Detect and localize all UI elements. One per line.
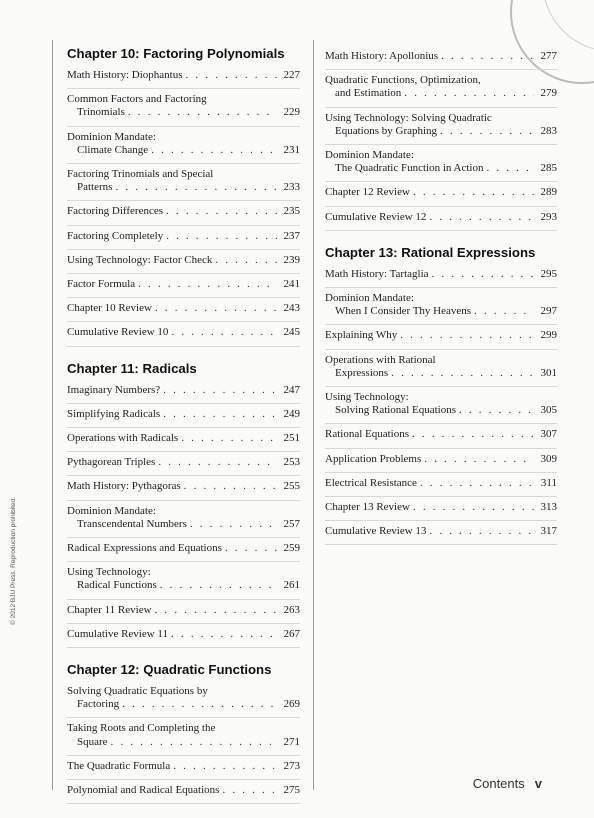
entry-page-number: 307: [540, 428, 557, 441]
entry-title: Explaining Why: [325, 329, 398, 342]
entry-title: Cumulative Review 11: [67, 627, 169, 640]
toc-entry[interactable]: [67, 538, 300, 562]
left-margin-rule: [52, 40, 53, 790]
entry-title: Using Technology: Factor Check: [67, 253, 213, 266]
toc-entry[interactable]: [67, 780, 300, 804]
toc-entry[interactable]: [325, 387, 557, 424]
entry-title: Simplifying Radicals: [67, 407, 161, 420]
dot-leader: [391, 367, 534, 380]
toc-entry[interactable]: [67, 600, 300, 624]
dot-leader: [111, 736, 277, 749]
chapter-heading: Chapter 12: Quadratic Functions: [67, 662, 272, 678]
entry-title: Factoring: [77, 698, 120, 711]
entry-page-number: 283: [540, 124, 557, 137]
entry-title: Using Technology:: [67, 566, 151, 579]
toc-entry[interactable]: [67, 501, 300, 538]
entry-title: Cumulative Review 12: [325, 210, 427, 223]
toc-entry[interactable]: [325, 108, 557, 145]
entry-title: and Estimation: [335, 87, 402, 100]
entry-title: Math History: Apollonius: [325, 50, 439, 62]
dot-leader: [432, 268, 534, 281]
entry-page-number: 299: [540, 329, 557, 342]
entry-page-number: 261: [283, 579, 300, 592]
entry-page-number: 271: [283, 735, 300, 748]
toc-entry[interactable]: [325, 46, 557, 70]
entry-page-number: 235: [283, 205, 300, 218]
entry-title: Square: [77, 735, 108, 748]
toc-left-column: [67, 46, 300, 818]
entry-title: Electrical Resistance: [325, 476, 417, 489]
toc-entry[interactable]: [325, 264, 557, 288]
toc-entry[interactable]: [67, 298, 300, 322]
entry-title: Math History: Diophantus: [67, 69, 183, 81]
entry-title: Expressions: [335, 366, 389, 379]
entry-title: Chapter 10 Review: [67, 302, 152, 315]
dot-leader: [173, 760, 277, 773]
toc-entry[interactable]: [67, 681, 300, 718]
toc-entry[interactable]: [325, 182, 557, 206]
entry-page-number: 277: [540, 50, 557, 62]
entry-page-number: 251: [283, 432, 300, 445]
dot-leader: [171, 326, 277, 339]
copyright-notice: © 2012 BJU Press. Reproduction prohibited.: [10, 497, 17, 625]
entry-title: Radical Functions: [77, 579, 157, 592]
entry-title: Factoring Differences: [67, 205, 164, 218]
toc-section: [67, 662, 300, 804]
entry-page-number: 301: [540, 366, 557, 379]
entry-title: Solving Rational Equations: [335, 404, 456, 417]
entry-page-number: 247: [283, 383, 300, 396]
dot-leader: [166, 230, 277, 243]
entry-title: Pythagorean Triples: [67, 456, 156, 469]
dot-leader: [474, 305, 534, 318]
toc-entry[interactable]: [67, 226, 300, 250]
dot-leader: [441, 50, 534, 63]
entry-title: Rational Equations: [325, 428, 410, 441]
entry-title: Common Factors and Factoring: [67, 93, 207, 106]
entry-title: Taking Roots and Completing the: [67, 722, 216, 735]
dot-leader: [459, 404, 534, 417]
toc-entry[interactable]: [325, 497, 557, 521]
entry-page-number: 313: [540, 501, 557, 514]
dot-leader: [163, 408, 277, 421]
dot-leader: [160, 579, 277, 592]
entry-title: Factoring Trinomials and Special: [67, 168, 214, 181]
entry-page-number: 227: [283, 69, 300, 81]
toc-right-column: [325, 46, 557, 559]
entry-page-number: 231: [283, 143, 300, 156]
entry-title: Operations with Radicals: [67, 432, 179, 445]
chapter-heading: Chapter 11: Radicals: [67, 360, 197, 376]
toc-entry[interactable]: [67, 562, 300, 599]
entry-page-number: 233: [283, 181, 300, 194]
dot-leader: [128, 106, 277, 119]
entry-title: Solving Quadratic Equations by: [67, 685, 208, 698]
toc-entry[interactable]: [67, 274, 300, 298]
entry-page-number: 293: [540, 210, 557, 223]
toc-entry[interactable]: [67, 756, 300, 780]
dot-leader: [413, 186, 534, 199]
toc-entry[interactable]: [325, 207, 557, 231]
page-footer: [473, 776, 542, 791]
dot-leader: [440, 125, 534, 138]
entry-page-number: 257: [283, 517, 300, 530]
entry-title: Math History: Tartaglia: [325, 267, 429, 280]
entry-page-number: 269: [283, 698, 300, 711]
entry-title: Transcendental Numbers: [77, 517, 187, 530]
entry-page-number: 237: [283, 229, 300, 242]
dot-leader: [171, 628, 277, 641]
toc-entry[interactable]: [67, 89, 300, 126]
entry-page-number: 263: [283, 603, 300, 616]
footer-label: Contents: [472, 776, 525, 791]
toc-section: [67, 361, 300, 648]
dot-leader: [122, 698, 277, 711]
toc-entry[interactable]: [325, 521, 557, 545]
entry-title: Dominion Mandate:: [67, 130, 156, 143]
entry-title: Radical Expressions and Equations: [67, 542, 222, 555]
dot-leader: [151, 144, 277, 157]
entry-title: Climate Change: [77, 143, 149, 156]
dot-leader: [186, 69, 278, 82]
dot-leader: [138, 278, 277, 291]
toc-section: [325, 245, 557, 546]
toc-entry[interactable]: [67, 201, 300, 225]
toc-section: [67, 46, 300, 347]
entry-page-number: 275: [283, 784, 300, 797]
entry-page-number: 249: [283, 407, 300, 420]
entry-title: Math History: Pythagoras: [67, 480, 181, 493]
entry-title: Quadratic Functions, Optimization,: [325, 74, 481, 87]
entry-title: Dominion Mandate:: [325, 292, 414, 305]
entry-title: Dominion Mandate:: [325, 149, 414, 162]
entry-title: Equations by Graphing: [335, 124, 438, 137]
dot-leader: [420, 477, 534, 490]
dot-leader: [115, 181, 277, 194]
toc-entry[interactable]: [325, 288, 557, 325]
dot-leader: [413, 501, 534, 514]
dot-leader: [163, 384, 277, 397]
entry-title: Cumulative Review 10: [67, 326, 169, 339]
entry-page-number: 309: [540, 452, 557, 465]
entry-page-number: 273: [283, 759, 300, 772]
dot-leader: [400, 329, 534, 342]
toc-entry[interactable]: [67, 476, 300, 500]
entry-title: Factoring Completely: [67, 229, 164, 242]
dot-leader: [404, 87, 534, 100]
dot-leader: [225, 542, 277, 555]
entry-title: Trinomials: [77, 106, 125, 119]
toc-entry[interactable]: [67, 164, 300, 201]
toc-entry[interactable]: [67, 452, 300, 476]
toc-entry[interactable]: [325, 70, 557, 107]
dot-leader: [155, 302, 277, 315]
entry-page-number: 295: [540, 267, 557, 280]
dot-leader: [190, 518, 277, 531]
entry-page-number: 297: [540, 305, 557, 318]
dot-leader: [215, 254, 277, 267]
column-divider: [313, 40, 314, 790]
entry-page-number: 305: [540, 404, 557, 417]
dot-leader: [166, 205, 277, 218]
entry-title: Chapter 13 Review: [325, 501, 410, 514]
entry-title: Application Problems: [325, 452, 422, 465]
entry-title: Factor Formula: [67, 278, 136, 291]
entry-title: Imaginary Numbers?: [67, 383, 161, 396]
entry-title: Chapter 12 Review: [325, 186, 410, 199]
entry-page-number: 267: [283, 627, 300, 640]
entry-page-number: 245: [283, 326, 300, 339]
entry-page-number: 241: [283, 278, 300, 291]
entry-page-number: 317: [540, 525, 557, 538]
entry-page-number: 255: [283, 480, 300, 493]
toc-entry[interactable]: [67, 127, 300, 164]
toc-entry[interactable]: [325, 473, 557, 497]
toc-entry[interactable]: [325, 325, 557, 349]
entry-title: The Quadratic Function in Action: [335, 162, 484, 175]
toc-entry[interactable]: [67, 624, 300, 648]
entry-title: Cumulative Review 13: [325, 525, 427, 538]
entry-title: Patterns: [77, 181, 113, 194]
entry-page-number: 259: [283, 542, 300, 555]
chapter-heading: Chapter 13: Rational Expressions: [325, 244, 536, 260]
toc-entry[interactable]: [67, 250, 300, 274]
entry-page-number: 243: [283, 302, 300, 315]
entry-page-number: 285: [540, 162, 557, 175]
toc-entry[interactable]: [67, 428, 300, 452]
dot-leader: [184, 480, 277, 493]
entry-title: Using Technology:: [325, 391, 409, 404]
dot-leader: [222, 784, 277, 797]
entry-title: The Quadratic Formula: [67, 759, 171, 772]
entry-title: Using Technology: Solving Quadratic: [325, 111, 492, 124]
dot-leader: [158, 456, 277, 469]
toc-entry[interactable]: [67, 322, 300, 346]
dot-leader: [155, 604, 277, 617]
toc-entry[interactable]: [325, 350, 557, 387]
dot-leader: [181, 432, 277, 445]
entry-title: Operations with Rational: [325, 353, 436, 366]
entry-title: Chapter 11 Review: [67, 603, 152, 616]
toc-entry[interactable]: [325, 449, 557, 473]
entry-title: Dominion Mandate:: [67, 504, 156, 517]
entry-page-number: 239: [283, 253, 300, 266]
dot-leader: [429, 211, 534, 224]
toc-entry[interactable]: [67, 404, 300, 428]
toc-entry[interactable]: [67, 380, 300, 404]
dot-leader: [429, 525, 534, 538]
toc-entry[interactable]: [67, 65, 300, 89]
entry-page-number: 289: [540, 186, 557, 199]
dot-leader: [424, 453, 534, 466]
toc-entry[interactable]: [325, 424, 557, 448]
entry-page-number: 311: [540, 476, 557, 489]
chapter-heading: Chapter 10: Factoring Polynomials: [67, 46, 285, 61]
dot-leader: [412, 428, 534, 441]
toc-entry[interactable]: [67, 718, 300, 755]
entry-title: Polynomial and Radical Equations: [67, 784, 220, 797]
toc-section: [325, 46, 557, 231]
page-number: v: [534, 776, 542, 791]
entry-page-number: 253: [283, 456, 300, 469]
dot-leader: [486, 162, 534, 175]
entry-title: When I Consider Thy Heavens: [335, 305, 472, 318]
entry-page-number: 229: [283, 106, 300, 119]
toc-entry[interactable]: [325, 145, 557, 182]
entry-page-number: 279: [540, 87, 557, 100]
